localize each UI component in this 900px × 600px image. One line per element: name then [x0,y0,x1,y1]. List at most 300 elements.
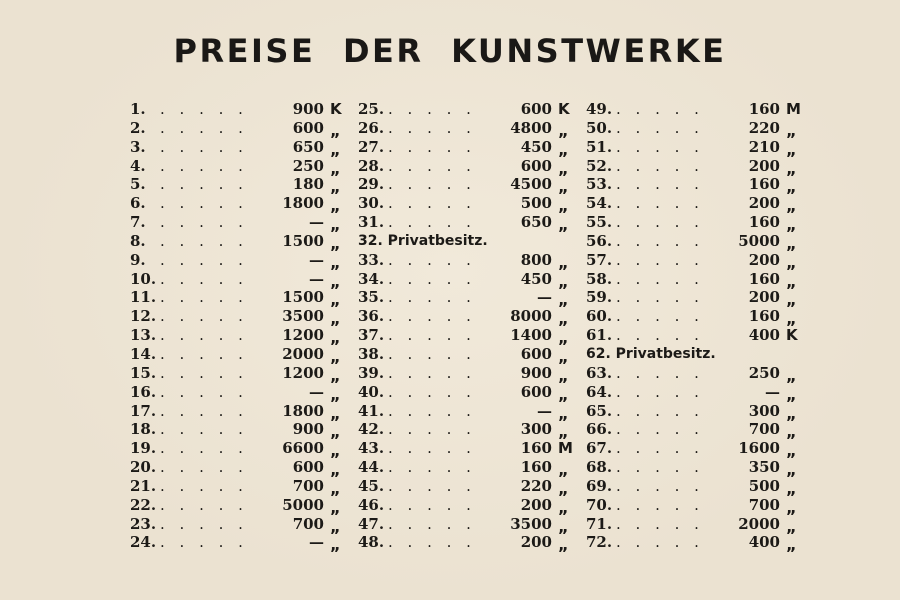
leader-dots: . . . . . [388,269,476,288]
price-row [358,213,608,235]
leader-dots: . . . . . [160,194,248,213]
item-number: 70. [586,495,613,514]
leader-dots: . . . . . [160,476,248,495]
item-number: 44. [358,458,385,477]
price-row [358,458,608,480]
leader-dots: . . . . . [160,420,248,439]
currency-unit: M [786,100,801,118]
currency-unit: „ [558,158,569,178]
price-column-3 [586,100,836,555]
price-value: 250 [292,156,324,175]
currency-unit: „ [330,328,341,348]
currency-unit: „ [786,497,797,517]
currency-unit: „ [786,535,797,555]
price-value: 300 [520,420,552,439]
currency-unit: „ [558,535,569,555]
item-number: 21. [130,476,157,495]
leader-dots: . . . . . [160,326,248,345]
leader-dots: . . . . . [388,100,476,118]
item-number: 13. [130,326,157,345]
leader-dots: . . . . . [160,175,248,194]
currency-unit: „ [330,422,341,442]
leader-dots: . . . . . [160,269,248,288]
item-number: 28. [358,156,385,175]
leader-dots: . . . . . [388,175,476,194]
currency-unit: K [558,100,570,118]
currency-unit: „ [330,271,341,291]
price-row [586,138,836,157]
item-number: 56. [586,231,613,250]
price-row [358,533,608,555]
currency-unit: „ [558,290,569,310]
price-value: 1500 [282,288,324,307]
price-value: — [309,250,324,269]
currency-unit: „ [558,478,569,498]
currency-unit: „ [558,177,569,197]
price-value: — [765,382,780,401]
price-row [130,307,380,329]
price-value: 1600 [738,439,780,458]
price-value: 1200 [282,363,324,382]
item-number: 25. [358,100,385,118]
price-row [358,175,608,197]
currency-unit: „ [330,252,341,272]
item-number: 52. [586,156,613,175]
currency-unit: „ [786,271,797,291]
price-value: 160 [520,439,552,458]
currency-unit: „ [330,497,341,517]
item-number: 50. [586,118,613,137]
leader-dots: . . . . . [160,344,248,363]
item-number: 55. [586,213,613,232]
price-value: 200 [520,495,552,514]
price-value: 600 [292,458,324,477]
price-value: 160 [748,307,780,326]
leader-dots: . . . . . [160,118,248,137]
item-number: 4. [130,156,146,175]
leader-dots: . . . . . [388,495,476,514]
price-value: 600 [520,344,552,363]
currency-unit: „ [558,196,569,216]
price-row [586,533,836,555]
price-row [586,119,836,138]
item-number: 40. [358,382,385,401]
currency-unit: „ [330,196,341,216]
item-number: 53. [586,175,613,194]
leader-dots: . . . . . [616,100,704,118]
currency-unit: „ [330,346,341,366]
price-value: 160 [748,100,780,118]
leader-dots: . . . . . [388,458,476,477]
price-value: 200 [748,194,780,213]
item-number: 5. [130,175,146,194]
price-value: — [537,288,552,307]
price-value: 1400 [510,326,552,345]
currency-unit: „ [786,478,797,498]
item-number: 23. [130,514,157,533]
item-number: 69. [586,476,613,495]
price-row [358,364,608,383]
item-number: 51. [586,137,613,156]
leader-dots: . . . . . [616,288,704,307]
currency-unit: „ [330,535,341,555]
currency-unit: „ [786,252,797,272]
currency-unit: „ [558,497,569,517]
price-row [586,420,836,442]
price-value: 700 [292,476,324,495]
price-row [586,288,836,310]
price-value: 650 [520,213,552,232]
price-row [358,515,608,534]
currency-unit: „ [786,215,797,235]
currency-unit: „ [558,460,569,480]
price-row [586,364,836,383]
currency-unit: „ [786,365,797,385]
item-number: 14. [130,344,157,363]
price-value: 450 [520,137,552,156]
price-value: 450 [520,269,552,288]
price-row [130,420,380,442]
item-number: 59. [586,288,613,307]
leader-dots: . . . . . [388,156,476,175]
price-value: 2000 [282,344,324,363]
price-value: 900 [520,363,552,382]
item-number: 22. [130,495,157,514]
price-row [586,345,836,364]
price-row [358,439,608,458]
leader-dots: . . . . . [616,326,704,345]
price-row [130,402,380,421]
price-value: 6600 [282,439,324,458]
item-number: 60. [586,307,613,326]
currency-unit: „ [330,384,341,404]
price-row [586,477,836,496]
item-number: 63. [586,363,613,382]
price-value: 700 [748,495,780,514]
price-value: 600 [520,382,552,401]
price-value: 220 [520,476,552,495]
leader-dots: . . . . . [388,533,476,552]
leader-dots: . . . . . [388,118,476,137]
currency-unit: „ [786,441,797,461]
currency-unit: „ [558,384,569,404]
price-value: 800 [520,250,552,269]
leader-dots: . . . . . [160,156,248,175]
item-number: 30. [358,194,385,213]
item-number: 67. [586,439,613,458]
item-number: 8. [130,231,146,250]
leader-dots: . . . . . [388,288,476,307]
price-row [130,232,380,251]
price-value: 400 [748,326,780,345]
leader-dots: . . . . . [160,288,248,307]
currency-unit: „ [786,290,797,310]
price-column-2 [358,100,608,555]
leader-dots: . . . . . [616,213,704,232]
leader-dots: . . . . . [388,194,476,213]
item-number: 42. [358,420,385,439]
item-number: 68. [586,458,613,477]
currency-unit: „ [330,441,341,461]
leader-dots: . . . . . [160,363,248,382]
item-number: 6. [130,194,146,213]
currency-unit: „ [786,516,797,536]
leader-dots: . . . . . [388,344,476,363]
item-number: 54. [586,194,613,213]
currency-unit: „ [786,158,797,178]
leader-dots: . . . . . [160,137,248,156]
price-row [130,458,380,480]
currency-unit: „ [330,233,341,253]
currency-unit: „ [786,309,797,329]
price-value: — [309,382,324,401]
price-row [130,251,380,270]
price-row [586,458,836,480]
price-row [586,307,836,329]
item-number: 31. [358,213,385,232]
price-row [586,515,836,534]
price-value: 3500 [282,307,324,326]
price-value: 900 [292,100,324,118]
item-number: 19. [130,439,157,458]
price-value: 350 [748,458,780,477]
price-value: — [537,401,552,420]
item-number: 3. [130,137,146,156]
price-row [130,194,380,216]
leader-dots: . . . . . [388,307,476,326]
item-number: 2. [130,118,146,137]
price-value: 600 [520,156,552,175]
price-row [130,439,380,461]
item-number: 1. [130,100,146,118]
price-value: 200 [748,250,780,269]
price-value: 220 [748,118,780,137]
price-value: 8000 [510,307,552,326]
leader-dots: . . . . . [388,137,476,156]
price-row [586,439,836,461]
leader-dots: . . . . . [616,231,704,250]
price-value: 4800 [510,118,552,137]
leader-dots: . . . . . [388,420,476,439]
price-row [586,100,836,119]
price-value: 900 [292,420,324,439]
price-value: 700 [748,420,780,439]
item-number: 41. [358,401,385,420]
leader-dots: . . . . . [616,401,704,420]
leader-dots: . . . . . [388,250,476,269]
price-row [130,345,380,364]
price-value: 5000 [738,231,780,250]
price-row [358,100,608,119]
currency-unit: „ [786,422,797,442]
price-value: 600 [292,118,324,137]
price-row [358,477,608,496]
price-value: 1200 [282,326,324,345]
price-row [586,232,836,251]
price-row [130,477,380,496]
leader-dots: . . . . . [616,382,704,401]
price-row [130,515,380,534]
leader-dots: . . . . . [616,250,704,269]
price-row [358,345,608,364]
item-number: 38. [358,344,385,363]
price-value: 1800 [282,194,324,213]
item-number: 43. [358,439,385,458]
leader-dots: . . . . . [616,476,704,495]
leader-dots: . . . . . [160,458,248,477]
item-number: 15. [130,363,157,382]
item-number: 61. [586,326,613,345]
price-value: 400 [748,533,780,552]
currency-unit: „ [330,139,341,159]
currency-unit: „ [330,120,341,140]
currency-unit: „ [558,271,569,291]
private-ownership-note: 62. Privatbesitz. [586,345,716,362]
currency-unit: „ [558,403,569,423]
leader-dots: . . . . . [616,495,704,514]
price-row [130,175,380,197]
page-title: PREISE DER KUNSTWERKE [173,32,727,70]
price-value: — [309,533,324,552]
leader-dots: . . . . . [160,514,248,533]
currency-unit: „ [786,120,797,140]
price-row [586,326,836,345]
price-value: 160 [748,213,780,232]
leader-dots: . . . . . [616,533,704,552]
item-number: 27. [358,137,385,156]
item-number: 37. [358,326,385,345]
item-number: 49. [586,100,613,118]
item-number: 71. [586,514,613,533]
item-number: 17. [130,401,157,420]
price-row [130,213,380,235]
item-number: 12. [130,307,157,326]
currency-unit: „ [786,177,797,197]
price-value: — [309,213,324,232]
price-row [358,307,608,329]
currency-unit: „ [558,120,569,140]
currency-unit: „ [558,365,569,385]
price-row [586,383,836,402]
item-number: 72. [586,533,613,552]
item-number: 9. [130,250,146,269]
price-value: 300 [748,401,780,420]
item-number: 65. [586,401,613,420]
price-value: 210 [748,137,780,156]
price-row [358,402,608,421]
item-number: 47. [358,514,385,533]
price-row [358,496,608,515]
private-ownership-note: 32. Privatbesitz. [358,232,488,249]
currency-unit: K [330,100,342,118]
currency-unit: „ [330,290,341,310]
price-row [358,232,608,251]
price-row [586,402,836,421]
item-number: 45. [358,476,385,495]
currency-unit: „ [558,328,569,348]
price-row [130,383,380,402]
price-row [586,194,836,216]
price-value: 500 [748,476,780,495]
item-number: 24. [130,533,157,552]
leader-dots: . . . . . [388,401,476,420]
leader-dots: . . . . . [160,307,248,326]
item-number: 36. [358,307,385,326]
item-number: 20. [130,458,157,477]
leader-dots: . . . . . [388,213,476,232]
leader-dots: . . . . . [616,307,704,326]
price-column-1 [130,100,380,555]
currency-unit: „ [330,365,341,385]
item-number: 29. [358,175,385,194]
leader-dots: . . . . . [616,420,704,439]
leader-dots: . . . . . [160,382,248,401]
leader-dots: . . . . . [160,401,248,420]
item-number: 64. [586,382,613,401]
leader-dots: . . . . . [388,514,476,533]
leader-dots: . . . . . [160,250,248,269]
price-value: 200 [748,288,780,307]
currency-unit: „ [786,196,797,216]
price-row [130,100,380,119]
item-number: 66. [586,420,613,439]
item-number: 35. [358,288,385,307]
item-number: 11. [130,288,157,307]
price-row [130,119,380,138]
price-value: 2000 [738,514,780,533]
currency-unit: „ [330,309,341,329]
item-number: 16. [130,382,157,401]
currency-unit: „ [330,158,341,178]
currency-unit: „ [558,309,569,329]
price-value: 160 [748,269,780,288]
price-row [586,251,836,270]
leader-dots: . . . . . [160,231,248,250]
price-row [358,326,608,348]
leader-dots: . . . . . [388,363,476,382]
price-value: 4500 [510,175,552,194]
leader-dots: . . . . . [616,363,704,382]
currency-unit: „ [558,516,569,536]
price-row [358,194,608,216]
leader-dots: . . . . . [160,495,248,514]
currency-unit: „ [558,422,569,442]
price-row [130,533,380,555]
leader-dots: . . . . . [160,100,248,118]
currency-unit: „ [786,460,797,480]
leader-dots: . . . . . [388,439,476,458]
price-row [130,326,380,348]
price-value: 1500 [282,231,324,250]
price-row [358,383,608,402]
price-value: 1800 [282,401,324,420]
leader-dots: . . . . . [616,269,704,288]
currency-unit: K [786,326,798,345]
price-row [586,270,836,289]
price-value: 200 [748,156,780,175]
currency-unit: „ [330,478,341,498]
price-value: 5000 [282,495,324,514]
price-value: — [309,269,324,288]
price-row [130,270,380,289]
leader-dots: . . . . . [160,213,248,232]
leader-dots: . . . . . [616,175,704,194]
price-row [586,175,836,197]
price-row [130,364,380,383]
price-row [586,496,836,515]
currency-unit: „ [786,403,797,423]
price-row [358,119,608,138]
